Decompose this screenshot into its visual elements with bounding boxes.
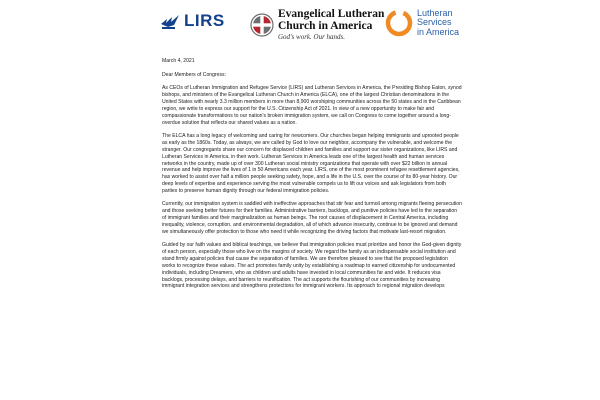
elca-tagline: God's work. Our hands. xyxy=(278,33,346,41)
elca-name-line-2: Church in America xyxy=(278,19,373,32)
lsa-name-line-1: Lutheran xyxy=(417,8,453,19)
lsa-circle-icon xyxy=(385,9,413,37)
lsa-name-line-2: Services xyxy=(417,17,452,28)
letterhead xyxy=(0,0,600,52)
lirs-bird-icon xyxy=(160,11,180,31)
lsa-logo xyxy=(385,9,459,37)
letter-salutation: Dear Members of Congress: xyxy=(162,71,226,78)
elca-cross-icon xyxy=(250,13,274,37)
elca-name-line-1: Evangelical Lutheran xyxy=(278,8,385,20)
letter-paragraph-3: Currently, our immigration system is saddled with ineffective approaches that stir fear and turmoil among migrants fleeing persecution and those seeking better futures for their families. Administrative barriers, backlogs, and punitive policies have led to the separation of immigrant families and their marginalization as human beings. The root causes of displacement in Central America, including inequality, violence, corruption, and environmental degradation, all of which advance insecurity, continue to be ignored and demand we simultaneously offer protection to those who need it while recognizing the driving factors that motivate last-resort migration. xyxy=(162,201,462,235)
lirs-wordmark: LIRS xyxy=(184,11,225,30)
letter-date: March 4, 2021 xyxy=(162,58,195,64)
letter-paragraph-2: The ELCA has a long legacy of welcoming and caring for newcomers. Our churches began helping immigrants and uprooted people as early as the 1860s. Today, as always, we are called by God to love our neighbor, accompany the vulnerable, and welcome the stranger. Our congregants share our concern for displaced children and families and support our sister organizations, like LIRS and Lutheran Services in America, in their work. Lutheran Services in America leads one of the largest health and human services networks in the country, made up of over 300 Lutheran social ministry organizations that operate with over $22 billion in annual revenue and help improve the lives of 1 in 50 Americans each year. LIRS, one of the most prominent refugee resettlement agencies, has worked to assist over half a million people seeking safety, hope, and a life in the U.S. over the course of its 80-year history. Our deep levels of expertise and experience serving the most vulnerable compels us to lift our voices and ask legislators from both parties to preserve human dignity through our federal immigration policies. xyxy=(162,133,460,194)
letter-body xyxy=(162,58,462,297)
elca-logo xyxy=(250,9,384,41)
lsa-name-line-3: in America xyxy=(417,26,460,37)
letter-paragraph-1: As CEOs of Lutheran Immigration and Refugee Service (LIRS) and Lutheran Services in America, the Presiding Bishop Eaton, synod bishops, and ministers of the Evangelical Lutheran Church in America (ELCA), one of the largest Christian denominations in the United States with nearly 3.3 million members in more than 8,900 worshiping communities across the 50 states and in the Caribbean region, we write to express our support for the U.S. Citizenship Act of 2021. In view of a new opportunity to make fair and compassionate transformations to our nation's broken immigration system, we call on Congress to come together around a long-overdue solution that reflects our shared values as a nation. xyxy=(162,85,462,126)
lirs-logo xyxy=(160,11,225,31)
letter-paragraph-4: Guided by our faith values and biblical teachings, we believe that immigration policies must prioritize and honor the God-given dignity of each person, especially those who live on the margins of society. We regard the family as an indispensable social institution and stand firmly against policies that cause the separation of families. We are therefore pleased to see that the proposed legislation works to recognize these values. The act promotes family unity by establishing a roadmap to earned citizenship for undocumented individuals, including Dreamers, who as children and adults have invested in local communities far and wide. It reduces visa backlogs, processing delays, and barriers to reunification. The act supports the flourishing of our communities by increasing immigrant integration services and strengthens protections for immigrant workers. Its approach to regional migration develops xyxy=(162,242,462,290)
